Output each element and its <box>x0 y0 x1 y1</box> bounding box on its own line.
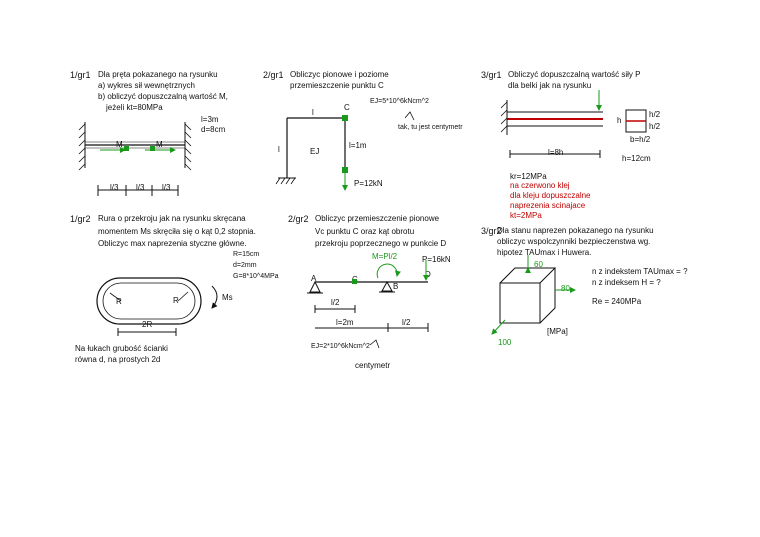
moment-arrow <box>377 264 397 278</box>
torque-label: Ms <box>222 293 233 302</box>
problem-text-line: Dla pręta pokazanego na rysunku <box>98 70 218 79</box>
half-height-label: h/2 <box>649 122 661 131</box>
frame-diagram <box>276 112 414 190</box>
dimension-label: l/3 <box>136 183 145 192</box>
stress-value: 60 <box>534 260 543 269</box>
problem-text-line: Obliczyc max naprezenia styczne główne. <box>98 239 247 248</box>
glue-note: kt=2MPa <box>510 211 542 220</box>
radius-label: R <box>173 296 179 305</box>
footnote-line: równa d, na prostych 2d <box>75 355 161 364</box>
problem-text-line: przekroju poprzecznego w punkcie D <box>315 239 447 248</box>
glue-note: naprezenia scinajace <box>510 201 586 210</box>
stress-cube-diagram <box>492 255 575 334</box>
half-height-label: h/2 <box>649 110 661 119</box>
stress-value: 80 <box>561 284 570 293</box>
yield-strength: Re = 240MPa <box>592 297 642 306</box>
wall-hatch-left <box>79 124 85 170</box>
stress-value: 100 <box>498 338 512 347</box>
force-label: P=12kN <box>354 179 383 188</box>
dimension-label: 2R <box>142 320 153 329</box>
problem-text-line: Vc punktu C oraz kąt obrotu <box>315 227 415 236</box>
problem-text-line: Obliczyc przemieszczenie pionowe <box>315 214 440 223</box>
problem-text-line: momentem Ms skręciła się o kąt 0,2 stopnia. <box>98 227 256 236</box>
force-label: P=16kN <box>422 255 451 264</box>
glue-note: dla kleju dopuszczalne <box>510 191 591 200</box>
length-label: l=8h <box>548 148 564 157</box>
point-d-label: D <box>425 270 431 279</box>
problem-text-line: Obliczyć dopuszczalną wartość siły P <box>508 70 641 79</box>
problem-number: 1/gr2 <box>70 214 91 224</box>
loaded-beam-diagram <box>307 260 428 348</box>
problem-text-line: jeżeli kt=80MPa <box>106 103 163 112</box>
dimension-label: l/3 <box>162 183 171 192</box>
dimension-label: l/3 <box>110 183 119 192</box>
question-line: n z indekstem TAUmax = ? <box>592 267 688 276</box>
pin-support-a <box>310 282 320 292</box>
dimension-label: l=2m <box>336 318 354 327</box>
question-line: n z indeksem H = ? <box>592 278 661 287</box>
length-label: l <box>278 145 280 154</box>
param-thickness: d=2mm <box>233 262 257 269</box>
problem-number: 2/gr2 <box>288 214 309 224</box>
dimension-label: l/2 <box>402 318 411 327</box>
problem-text-line: Obliczyc pionowe i poziome <box>290 70 389 79</box>
problem-text-line: Rura o przekroju jak na rysunku skręcana <box>98 214 246 223</box>
height-value: h=12cm <box>622 154 651 163</box>
length-label: l=1m <box>349 141 367 150</box>
pin-support-b <box>382 282 392 291</box>
stiffness-label: EJ <box>310 147 320 156</box>
param-shear-modulus: G=8*10^4MPa <box>233 273 279 280</box>
handwritten-note: tak, tu jest centymetr <box>398 124 463 131</box>
footnote-line: Na łukach grubość ścianki <box>75 344 168 353</box>
unit-label: [MPa] <box>547 327 568 336</box>
point-c-marker <box>342 115 348 121</box>
param-length: l=3m <box>201 115 219 124</box>
width-label: b=h/2 <box>630 135 651 144</box>
moment-label: M <box>116 140 123 149</box>
torque-arrow <box>212 286 217 308</box>
stress-arrow <box>492 320 505 334</box>
moment-label: M=Pl/2 <box>372 252 398 261</box>
length-label: l <box>312 108 314 117</box>
problem-text-line: przemieszczenie punktu C <box>290 81 384 90</box>
problem-text-line: a) wykres sił wewnętrznych <box>98 81 195 90</box>
wall-hatch-right <box>185 124 191 170</box>
dimension-label: l/2 <box>331 298 340 307</box>
problem-text-line: Dla stanu naprezen pokazanego na rysunku <box>497 226 654 235</box>
problem-number: 1/gr1 <box>70 70 91 80</box>
beam-diagram <box>501 90 646 158</box>
param-radius: R=15cm <box>233 251 260 258</box>
problem-text-line: obliczyc wspolczynniki bezpieczenstwa wg. <box>497 237 651 246</box>
point-c-label: C <box>344 103 350 112</box>
radius-label: R <box>116 297 122 306</box>
allowable-stress: kr=12MPa <box>510 172 547 181</box>
stiffness-label: EJ=2*10^6kNcm^2 <box>311 343 370 350</box>
glue-note: na czerwono klej <box>510 181 570 190</box>
point-b-label: B <box>393 282 399 291</box>
tube-diagram <box>97 278 217 336</box>
problem-text-line: hipotez TAUmax i Huwera. <box>497 248 592 257</box>
moment-label: M <box>156 140 163 149</box>
problem-number: 3/gr2 <box>481 226 502 236</box>
problem-text-line: b) obliczyć dopuszczalną wartość M, <box>98 92 228 101</box>
param-diameter: d=8cm <box>201 125 226 134</box>
point-a-label: A <box>311 274 317 283</box>
problem-number: 3/gr1 <box>481 70 502 80</box>
rod-diagram <box>79 122 191 196</box>
stiffness-label: EJ=5*10^6kNcm^2 <box>370 98 429 105</box>
height-label: h <box>617 116 622 125</box>
problem-text-line: dla belki jak na rysunku <box>508 81 592 90</box>
problem-number: 2/gr1 <box>263 70 284 80</box>
handwritten-note: centymetr <box>355 361 391 370</box>
